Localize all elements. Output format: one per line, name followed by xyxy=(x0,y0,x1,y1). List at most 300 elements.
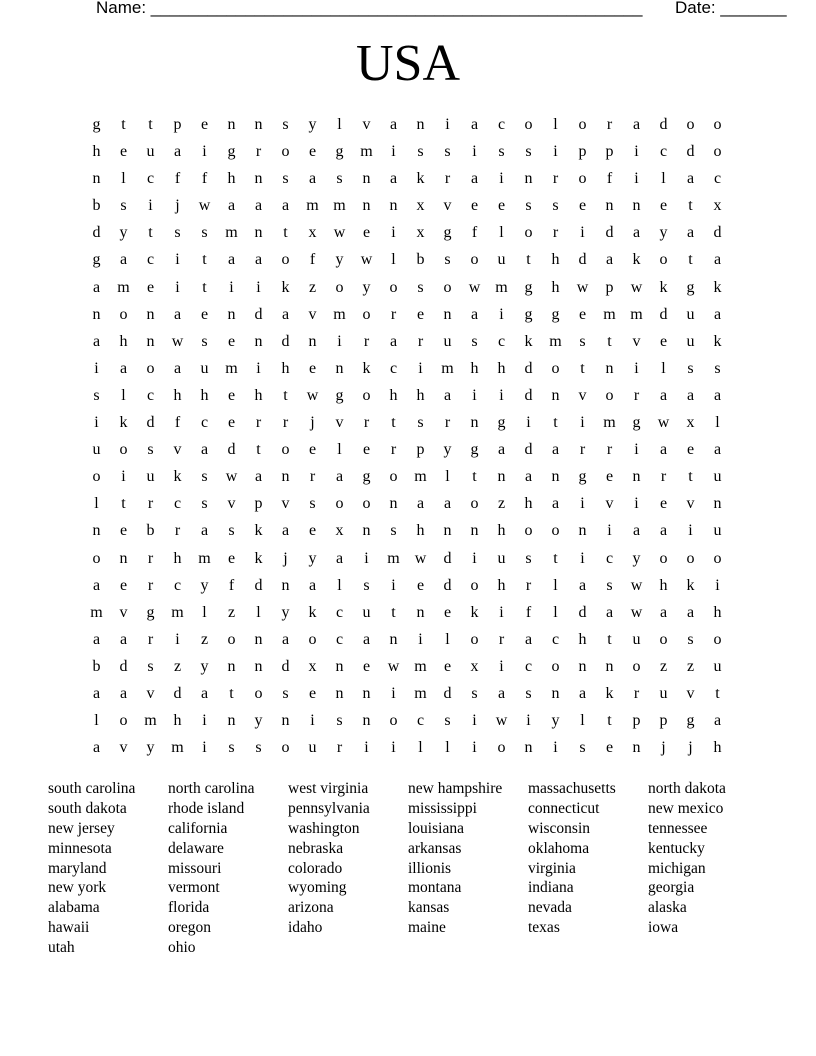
grid-letter: i xyxy=(310,712,315,730)
grid-letter: a xyxy=(497,441,506,459)
grid-letter: x xyxy=(713,197,722,215)
grid-letter: a xyxy=(254,468,263,486)
grid-letter: j xyxy=(688,739,693,757)
word-list-item: louisiana xyxy=(408,819,464,837)
grid-letter: w xyxy=(657,414,670,432)
grid-letter: a xyxy=(551,441,560,459)
grid-letter: v xyxy=(443,197,452,215)
grid-letter: a xyxy=(686,224,695,242)
grid-letter: v xyxy=(227,495,236,513)
grid-letter: y xyxy=(308,549,317,567)
grid-letter: p xyxy=(632,712,641,730)
grid-letter: o xyxy=(659,251,668,269)
grid-row xyxy=(83,409,731,436)
grid-letter: r xyxy=(606,116,613,133)
grid-letter: a xyxy=(389,170,398,188)
grid-row xyxy=(83,490,731,517)
grid-letter: o xyxy=(281,251,290,269)
grid-letter: n xyxy=(92,522,101,540)
grid-letter: l xyxy=(121,170,126,188)
grid-letter: e xyxy=(443,657,452,675)
grid-letter: n xyxy=(254,116,263,133)
grid-letter: s xyxy=(147,657,154,675)
grid-letter: e xyxy=(119,576,128,594)
grid-letter: o xyxy=(713,116,722,133)
grid-letter: d xyxy=(605,224,614,242)
grid-letter: t xyxy=(229,684,234,702)
grid-letter: n xyxy=(470,522,479,540)
grid-letter: o xyxy=(92,549,101,567)
grid-letter: k xyxy=(362,359,371,377)
grid-letter: i xyxy=(634,143,639,161)
grid-row xyxy=(83,572,731,599)
grid-letter: a xyxy=(200,522,209,540)
grid-letter: o xyxy=(443,278,452,296)
grid-letter: i xyxy=(499,170,504,188)
grid-letter: m xyxy=(360,143,373,161)
grid-letter: g xyxy=(362,468,371,486)
grid-letter: f xyxy=(174,170,181,188)
grid-letter: v xyxy=(578,386,587,404)
grid-letter: n xyxy=(362,522,371,540)
grid-letter: s xyxy=(687,630,694,648)
grid-letter: o xyxy=(92,468,101,486)
grid-letter: b xyxy=(416,251,425,269)
word-list-item: california xyxy=(168,819,228,837)
grid-letter: n xyxy=(335,359,344,377)
grid-letter: s xyxy=(525,684,532,702)
grid-letter: l xyxy=(121,386,126,404)
grid-letter: a xyxy=(335,468,344,486)
grid-letter: k xyxy=(470,603,479,621)
grid-letter: e xyxy=(119,522,128,540)
grid-letter: r xyxy=(417,332,424,350)
grid-letter: a xyxy=(659,522,668,540)
grid-letter: g xyxy=(524,305,533,323)
grid-letter: n xyxy=(551,468,560,486)
grid-letter: r xyxy=(579,441,586,459)
grid-letter: a xyxy=(659,441,668,459)
grid-letter: s xyxy=(201,468,208,486)
grid-letter: a xyxy=(362,630,371,648)
grid-letter: s xyxy=(201,224,208,242)
grid-letter: e xyxy=(605,739,614,757)
grid-letter: i xyxy=(418,359,423,377)
grid-letter: n xyxy=(227,116,236,133)
word-list-item: georgia xyxy=(648,879,695,897)
grid-letter: l xyxy=(553,576,558,594)
grid-letter: a xyxy=(443,495,452,513)
grid-letter: z xyxy=(686,657,695,675)
grid-letter: n xyxy=(443,522,452,540)
grid-letter: d xyxy=(524,386,533,404)
grid-letter: v xyxy=(605,495,614,513)
grid-letter: m xyxy=(603,305,616,323)
grid-letter: d xyxy=(686,143,695,161)
grid-letter: s xyxy=(336,712,343,730)
grid-letter: g xyxy=(686,278,695,296)
grid-letter: y xyxy=(200,657,209,675)
grid-letter: t xyxy=(283,386,288,404)
grid-letter: s xyxy=(390,522,397,540)
grid-letter: l xyxy=(94,495,99,513)
grid-letter: i xyxy=(94,414,99,432)
word-list-item: indiana xyxy=(528,879,574,897)
grid-letter: l xyxy=(445,739,450,757)
grid-letter: i xyxy=(472,712,477,730)
grid-letter: u xyxy=(146,143,155,161)
grid-letter: a xyxy=(119,684,128,702)
grid-letter: y xyxy=(632,549,641,567)
grid-letter: o xyxy=(686,549,695,567)
grid-letter: k xyxy=(416,170,425,188)
grid-letter: g xyxy=(497,414,506,432)
grid-letter: o xyxy=(335,495,344,513)
grid-letter: n xyxy=(632,468,641,486)
grid-letter: i xyxy=(94,359,99,377)
grid-letter: n xyxy=(335,684,344,702)
grid-letter: n xyxy=(92,170,101,188)
grid-letter: n xyxy=(254,657,263,675)
grid-letter: m xyxy=(90,603,103,621)
grid-letter: v xyxy=(362,116,371,133)
grid-letter: u xyxy=(713,468,722,486)
grid-letter: s xyxy=(120,197,127,215)
letter-grid xyxy=(83,111,731,761)
grid-letter: y xyxy=(146,739,155,757)
grid-letter: o xyxy=(362,386,371,404)
grid-letter: a xyxy=(578,576,587,594)
grid-letter: j xyxy=(310,414,315,432)
grid-letter: k xyxy=(308,603,317,621)
grid-letter: a xyxy=(389,332,398,350)
grid-letter: s xyxy=(93,386,100,404)
grid-letter: f xyxy=(201,170,208,188)
grid-letter: y xyxy=(200,576,209,594)
grid-letter: s xyxy=(282,684,289,702)
word-list-item: michigan xyxy=(648,859,706,877)
grid-letter: i xyxy=(499,386,504,404)
grid-letter: n xyxy=(119,549,128,567)
grid-letter: a xyxy=(686,170,695,188)
grid-letter: h xyxy=(551,251,560,269)
word-list-item: ohio xyxy=(168,939,196,957)
grid-letter: c xyxy=(497,332,506,350)
grid-row xyxy=(83,680,731,707)
grid-letter: w xyxy=(198,197,211,215)
grid-letter: e xyxy=(659,197,668,215)
grid-letter: w xyxy=(171,332,184,350)
grid-letter: m xyxy=(549,332,562,350)
grid-letter: e xyxy=(308,441,317,459)
grid-letter: h xyxy=(713,603,722,621)
grid-letter: c xyxy=(335,603,344,621)
grid-letter: m xyxy=(630,305,643,323)
grid-letter: l xyxy=(445,468,450,486)
grid-letter: m xyxy=(117,278,130,296)
grid-letter: t xyxy=(553,414,558,432)
grid-letter: d xyxy=(227,441,236,459)
grid-letter: n xyxy=(254,224,263,242)
grid-letter: g xyxy=(335,143,344,161)
grid-letter: s xyxy=(444,712,451,730)
grid-letter: k xyxy=(632,251,641,269)
grid-letter: k xyxy=(254,522,263,540)
grid-letter: a xyxy=(659,603,668,621)
grid-letter: s xyxy=(471,332,478,350)
grid-letter: z xyxy=(227,603,236,621)
grid-letter: t xyxy=(688,468,693,486)
grid-letter: s xyxy=(525,197,532,215)
grid-letter: u xyxy=(632,630,641,648)
grid-letter: k xyxy=(119,414,128,432)
grid-letter: d xyxy=(578,251,587,269)
grid-letter: u xyxy=(497,549,506,567)
grid-letter: e xyxy=(578,197,587,215)
grid-letter: a xyxy=(632,116,641,133)
grid-letter: a xyxy=(119,359,128,377)
grid-letter: h xyxy=(281,359,290,377)
grid-letter: u xyxy=(308,739,317,757)
grid-letter: g xyxy=(686,712,695,730)
grid-letter: h xyxy=(551,278,560,296)
grid-letter: i xyxy=(607,522,612,540)
grid-letter: o xyxy=(713,143,722,161)
grid-row xyxy=(83,626,731,653)
word-list-item: alaska xyxy=(648,899,687,917)
word-list-item: pennsylvania xyxy=(288,799,370,817)
grid-letter: e xyxy=(200,116,209,133)
grid-letter: j xyxy=(283,549,288,567)
grid-letter: m xyxy=(603,414,616,432)
grid-letter: v xyxy=(632,332,641,350)
grid-letter: w xyxy=(225,468,238,486)
grid-letter: r xyxy=(498,630,505,648)
grid-letter: d xyxy=(659,305,668,323)
grid-letter: n xyxy=(281,712,290,730)
grid-letter: m xyxy=(333,305,346,323)
grid-letter: d xyxy=(254,305,263,323)
grid-letter: d xyxy=(146,414,155,432)
grid-letter: a xyxy=(605,603,614,621)
grid-row xyxy=(83,517,731,544)
grid-letter: n xyxy=(524,739,533,757)
grid-letter: n xyxy=(146,332,155,350)
grid-letter: i xyxy=(148,197,153,215)
grid-letter: r xyxy=(309,468,316,486)
word-list-item: north carolina xyxy=(168,780,255,797)
grid-letter: c xyxy=(497,116,506,133)
grid-letter: s xyxy=(201,495,208,513)
grid-letter: n xyxy=(92,305,101,323)
grid-letter: g xyxy=(551,305,560,323)
grid-letter: i xyxy=(391,224,396,242)
grid-letter: a xyxy=(119,251,128,269)
grid-letter: a xyxy=(524,630,533,648)
grid-letter: o xyxy=(146,359,155,377)
grid-letter: e xyxy=(308,359,317,377)
grid-letter: n xyxy=(227,712,236,730)
word-list-item: arizona xyxy=(288,899,334,917)
grid-letter: h xyxy=(119,332,128,350)
grid-row xyxy=(83,219,731,246)
grid-letter: o xyxy=(551,522,560,540)
grid-letter: r xyxy=(525,576,532,594)
word-list-item: hawaii xyxy=(48,919,90,937)
grid-letter: d xyxy=(578,603,587,621)
grid-letter: y xyxy=(335,251,344,269)
word-list-item: minnesota xyxy=(48,839,112,857)
grid-letter: o xyxy=(335,278,344,296)
grid-letter: w xyxy=(333,224,346,242)
grid-letter: a xyxy=(470,170,479,188)
grid-letter: p xyxy=(578,143,587,161)
grid-letter: g xyxy=(578,468,587,486)
grid-letter: a xyxy=(416,495,425,513)
grid-letter: o xyxy=(551,657,560,675)
grid-letter: o xyxy=(578,116,587,133)
grid-letter: i xyxy=(499,305,504,323)
grid-letter: k xyxy=(686,576,695,594)
grid-letter: i xyxy=(472,143,477,161)
grid-letter: s xyxy=(201,332,208,350)
grid-letter: d xyxy=(119,657,128,675)
grid-letter: r xyxy=(147,630,154,648)
grid-letter: n xyxy=(605,197,614,215)
grid-letter: p xyxy=(173,116,182,133)
grid-letter: o xyxy=(524,522,533,540)
grid-letter: o xyxy=(362,495,371,513)
grid-letter: o xyxy=(713,630,722,648)
grid-letter: i xyxy=(526,712,531,730)
grid-letter: n xyxy=(389,495,398,513)
grid-letter: w xyxy=(630,603,643,621)
grid-letter: u xyxy=(146,468,155,486)
grid-letter: a xyxy=(173,305,182,323)
grid-letter: g xyxy=(443,224,452,242)
grid-letter: x xyxy=(416,224,425,242)
grid-letter: a xyxy=(497,684,506,702)
grid-letter: s xyxy=(363,576,370,594)
grid-letter: u xyxy=(443,332,452,350)
grid-row xyxy=(83,355,731,382)
grid-row xyxy=(83,734,731,761)
grid-letter: k xyxy=(254,549,263,567)
grid-letter: i xyxy=(634,441,639,459)
grid-letter: h xyxy=(470,359,479,377)
grid-letter: n xyxy=(146,305,155,323)
grid-letter: r xyxy=(552,170,559,188)
grid-letter: n xyxy=(632,739,641,757)
grid-letter: v xyxy=(119,739,128,757)
grid-letter: o xyxy=(254,684,263,702)
grid-letter: s xyxy=(417,143,424,161)
grid-letter: a xyxy=(227,197,236,215)
grid-letter: a xyxy=(551,495,560,513)
grid-letter: v xyxy=(686,684,695,702)
grid-letter: a xyxy=(119,630,128,648)
grid-letter: g xyxy=(632,414,641,432)
grid-letter: f xyxy=(471,224,478,242)
word-list-item: arkansas xyxy=(408,839,462,857)
grid-row xyxy=(83,165,731,192)
grid-letter: d xyxy=(281,657,290,675)
grid-letter: j xyxy=(661,739,666,757)
grid-letter: n xyxy=(470,414,479,432)
grid-letter: h xyxy=(659,576,668,594)
grid-letter: e xyxy=(497,197,506,215)
grid-letter: r xyxy=(390,305,397,323)
grid-letter: n xyxy=(605,359,614,377)
grid-letter: t xyxy=(688,197,693,215)
grid-letter: w xyxy=(360,251,373,269)
grid-letter: n xyxy=(308,332,317,350)
grid-row xyxy=(83,463,731,490)
grid-letter: n xyxy=(713,495,722,513)
grid-letter: k xyxy=(659,278,668,296)
grid-row xyxy=(83,138,731,165)
grid-letter: d xyxy=(524,441,533,459)
grid-letter: h xyxy=(173,712,182,730)
grid-letter: a xyxy=(308,170,317,188)
grid-letter: o xyxy=(686,116,695,133)
grid-letter: f xyxy=(309,251,316,269)
word-list-item: maine xyxy=(408,919,446,937)
grid-letter: s xyxy=(579,332,586,350)
grid-letter: n xyxy=(551,684,560,702)
grid-letter: s xyxy=(336,170,343,188)
grid-letter: e xyxy=(659,332,668,350)
grid-letter: e xyxy=(227,549,236,567)
grid-letter: r xyxy=(444,170,451,188)
grid-letter: p xyxy=(605,143,614,161)
grid-letter: n xyxy=(524,170,533,188)
grid-letter: r xyxy=(147,549,154,567)
grid-letter: m xyxy=(495,278,508,296)
grid-letter: r xyxy=(255,414,262,432)
grid-letter: a xyxy=(632,522,641,540)
grid-letter: d xyxy=(443,576,452,594)
grid-letter: c xyxy=(146,251,155,269)
grid-letter: e xyxy=(362,441,371,459)
grid-letter: a xyxy=(92,739,101,757)
grid-letter: o xyxy=(227,630,236,648)
grid-letter: m xyxy=(225,359,238,377)
grid-letter: r xyxy=(606,441,613,459)
grid-letter: c xyxy=(173,495,182,513)
grid-letter: m xyxy=(144,712,157,730)
grid-letter: i xyxy=(472,549,477,567)
grid-letter: r xyxy=(390,441,397,459)
grid-letter: n xyxy=(551,386,560,404)
grid-letter: x xyxy=(686,414,695,432)
grid-letter: u xyxy=(713,657,722,675)
grid-letter: m xyxy=(225,224,238,242)
grid-letter: y xyxy=(443,441,452,459)
grid-letter: t xyxy=(391,414,396,432)
grid-letter: a xyxy=(308,576,317,594)
grid-letter: l xyxy=(580,712,585,730)
grid-letter: i xyxy=(634,170,639,188)
grid-letter: o xyxy=(389,468,398,486)
grid-letter: o xyxy=(470,576,479,594)
grid-letter: s xyxy=(714,359,721,377)
grid-letter: a xyxy=(200,441,209,459)
grid-letter: a xyxy=(713,441,722,459)
word-list-item: south dakota xyxy=(48,799,127,817)
grid-letter: o xyxy=(389,712,398,730)
grid-letter: y xyxy=(308,116,317,133)
